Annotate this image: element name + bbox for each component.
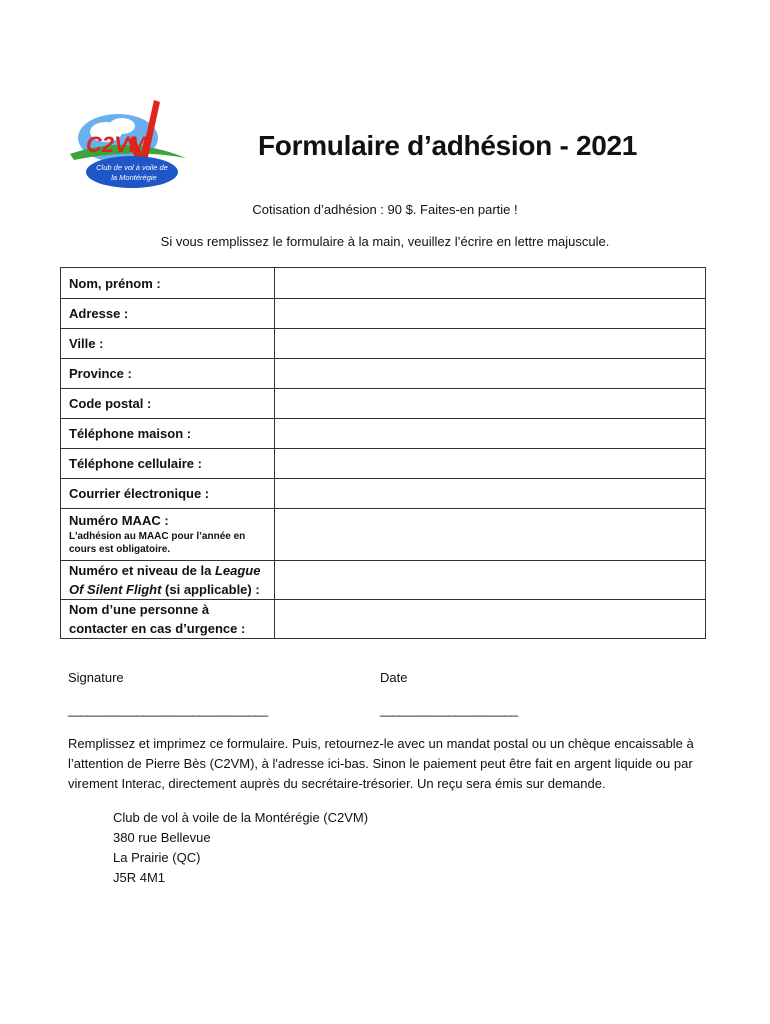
form-row-ville [61,329,706,359]
label-province: Province : [61,359,275,389]
lsf-suffix: (si applicable) : [161,582,260,597]
label-maac [61,509,275,561]
logo-tagline-1: Club de vol à voile de [96,163,168,172]
form-row-adresse [61,299,706,329]
form-row-tel-cell [61,449,706,479]
label-tel-cell: Téléphone cellulaire : [61,449,275,479]
signature-label: Signature [68,670,124,685]
form-row-nom [61,268,706,299]
address-line-1: Club de vol à voile de la Montérégie (C2VM) [113,810,369,825]
input-adresse[interactable] [275,299,706,329]
input-courriel[interactable] [275,479,706,509]
date-label: Date [380,670,408,685]
label-courriel: Courrier électronique : [61,479,275,509]
mailing-address [113,808,368,888]
date-line[interactable]: ______________________ [380,702,518,717]
input-lsf[interactable] [275,561,706,600]
label-lsf [61,561,275,600]
address-line-4: J5R 4M1 [113,870,166,885]
logo-tagline-2: la Montérégie [111,173,157,182]
address-line-2: 380 rue Bellevue [113,830,211,845]
input-tel-maison[interactable] [275,419,706,449]
input-tel-cell[interactable] [275,449,706,479]
form-row-urgence [61,600,706,639]
form-row-maac [61,509,706,561]
instruction-text: Si vous remplissez le formulaire à la main, veuillez l’écrire en lettre majuscule. [160,234,610,249]
lsf-prefix: Numéro et niveau de la [69,563,215,578]
page-title: Formulaire d’adhésion - 2021 [258,130,638,161]
input-ville[interactable] [275,329,706,359]
input-province[interactable] [275,359,706,389]
label-adresse: Adresse : [61,299,275,329]
form-row-courriel [61,479,706,509]
membership-form-table [60,267,706,639]
c2vm-logo [66,96,190,194]
maac-note: L'adhésion au MAAC pour l’année en cours est obligatoire. [69,531,246,555]
form-row-province [61,359,706,389]
input-code-postal[interactable] [275,389,706,419]
lsf-league-name: League Of Silent Flight [69,563,261,597]
instructions-paragraph: Remplissez et imprimez ce formulaire. Puis, retournez-le avec un mandat postal ou un chèque encaissable à l’attention de Pierre Bès (C2VM), à l'adresse ici-bas. Sinon le paiement peut être fait en argent liquide ou par virement Interac, directement auprès du secrétaire-trésorier. Un reçu sera émis sur demande. [68,736,694,791]
form-row-code-postal [61,389,706,419]
label-nom: Nom, prénom : [61,268,275,299]
label-ville: Ville : [61,329,275,359]
logo-oval [86,156,178,188]
input-nom[interactable] [275,268,706,299]
input-urgence[interactable] [275,600,706,639]
form-row-tel-maison [61,419,706,449]
logo-text: C2VM [86,132,148,157]
label-tel-maison: Téléphone maison : [61,419,275,449]
cotisation-text: Cotisation d’adhésion : 90 $. Faites-en partie ! [252,202,518,217]
label-code-postal: Code postal : [61,389,275,419]
input-maac[interactable] [275,509,706,561]
address-line-3: La Prairie (QC) [113,850,201,865]
label-maac-text: Numéro MAAC : [69,513,169,528]
signature-line[interactable]: ________________________________ [68,702,268,717]
label-urgence: Nom d’une personne à contacter en cas d’urgence : [61,600,275,639]
form-row-lsf [61,561,706,600]
